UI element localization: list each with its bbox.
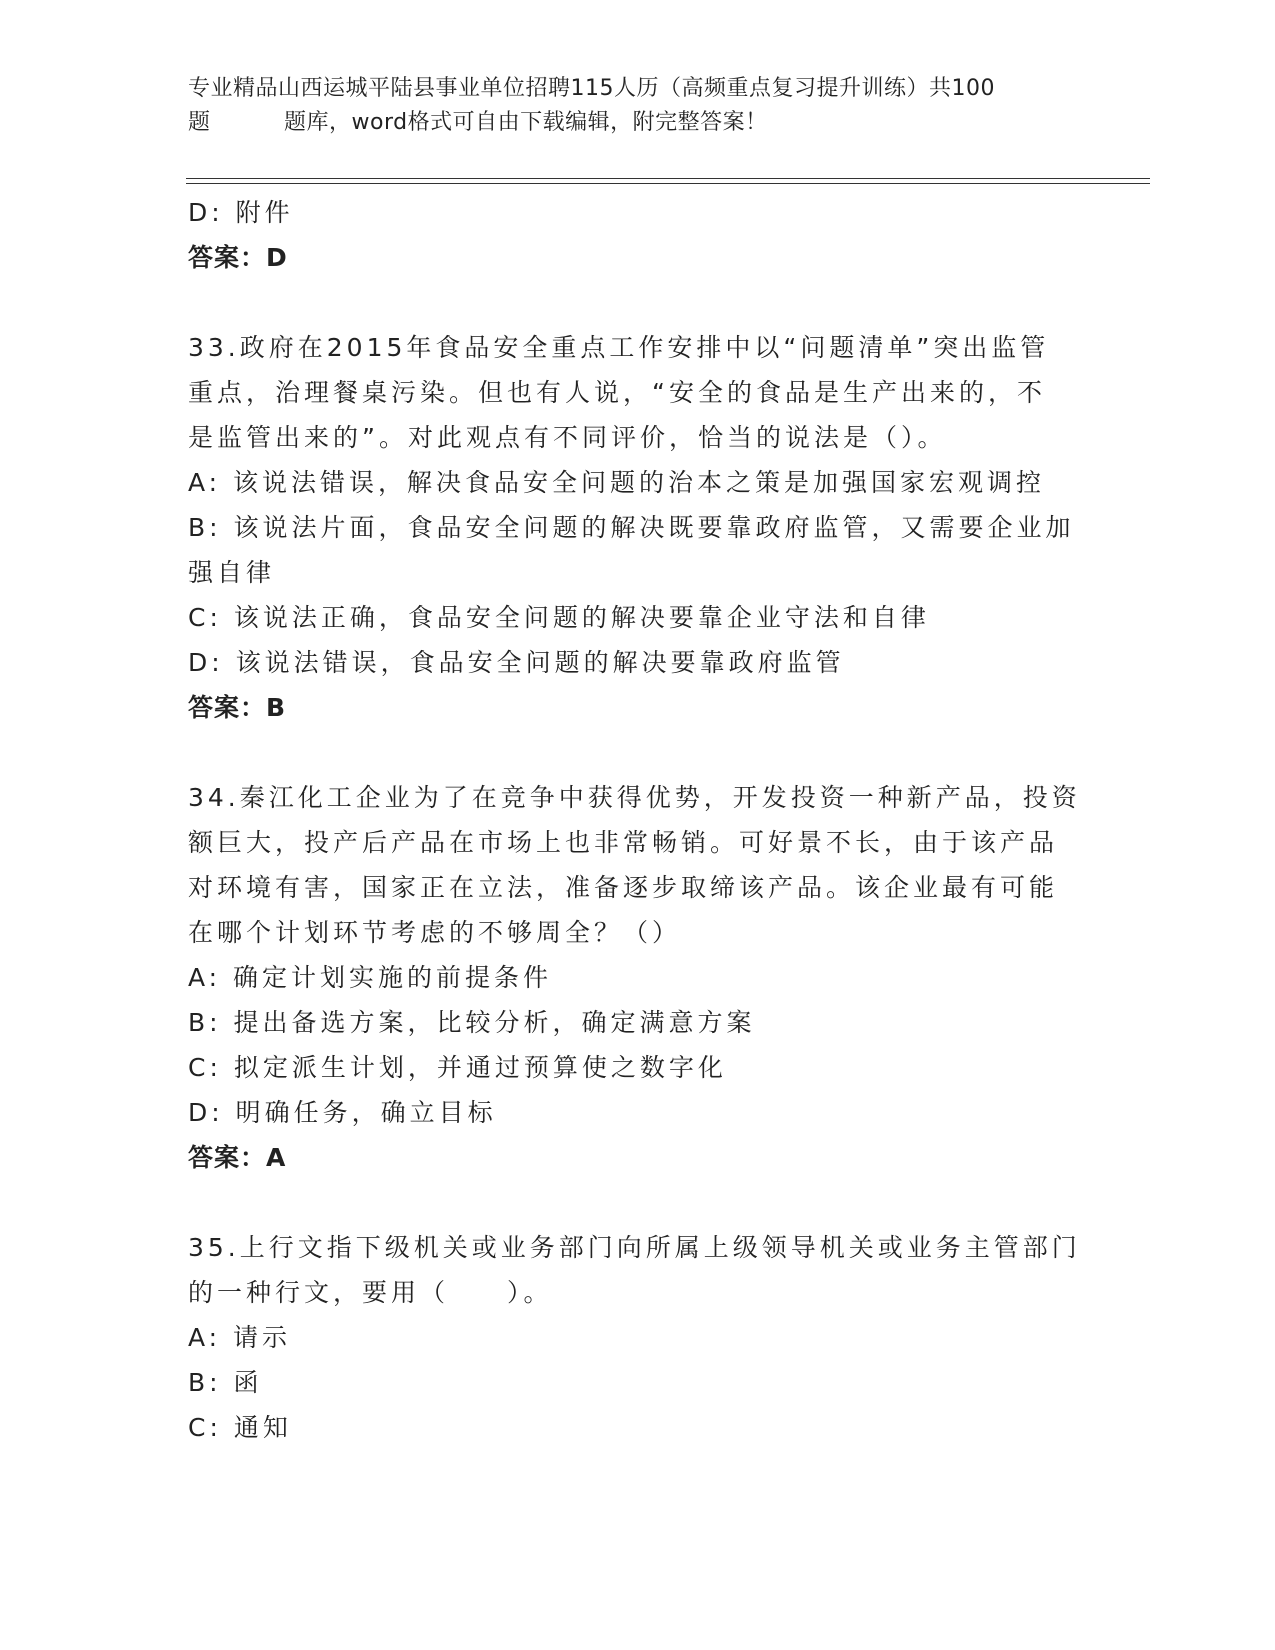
page-header bbox=[188, 72, 1088, 140]
question-35 bbox=[188, 1225, 1088, 1450]
question-33-option-a: A: 该说法错误，解决食品安全问题的治本之策是加强国家宏观调控 bbox=[188, 468, 1046, 497]
header-divider-bottom bbox=[186, 183, 1150, 184]
question-35-text-line-2: 的一种行文，要用（ ）。 bbox=[188, 1278, 553, 1307]
question-34-text-line-4: 在哪个计划环节考虑的不够周全？（） bbox=[188, 918, 682, 947]
question-34-answer: 答案：A bbox=[188, 1143, 287, 1172]
question-33-text-line-1: 33.政府在2015年食品安全重点工作安排中以“问题清单”突出监管 bbox=[188, 333, 1050, 362]
question-33-text-line-2: 重点，治理餐桌污染。但也有人说，“安全的食品是生产出来的，不 bbox=[188, 378, 1046, 407]
question-33-option-c: C: 该说法正确，食品安全问题的解决要靠企业守法和自律 bbox=[188, 603, 930, 632]
spacer bbox=[188, 280, 1088, 325]
question-34-text-line-2: 额巨大，投产后产品在市场上也非常畅销。可好景不长，由于该产品 bbox=[188, 828, 1059, 857]
question-33-text-line-3: 是监管出来的”。对此观点有不同评价，恰当的说法是（）。 bbox=[188, 423, 947, 452]
header-line-1: 专业精品山西运城平陆县事业单位招聘115人历（高频重点复习提升训练）共100 bbox=[188, 76, 995, 101]
question-33-option-b-line-2: 强自律 bbox=[188, 558, 276, 587]
question-34-text-line-3: 对环境有害，国家正在立法，准备逐步取缔该产品。该企业最有可能 bbox=[188, 873, 1059, 902]
header-line-2-lead: 题 bbox=[188, 110, 211, 135]
question-35-option-c: C: 通知 bbox=[188, 1413, 292, 1442]
question-34 bbox=[188, 775, 1088, 1180]
question-33 bbox=[188, 325, 1088, 730]
question-list bbox=[188, 190, 1088, 1450]
question-35-text-line-1: 35.上行文指下级机关或业务部门向所属上级领导机关或业务主管部门 bbox=[188, 1233, 1081, 1262]
question-34-option-a: A: 确定计划实施的前提条件 bbox=[188, 963, 553, 992]
question-34-option-c: C: 拟定派生计划，并通过预算使之数字化 bbox=[188, 1053, 727, 1082]
question-35-option-b: B: 函 bbox=[188, 1368, 263, 1397]
question-35-option-a: A: 请示 bbox=[188, 1323, 292, 1352]
header-divider-top bbox=[186, 178, 1150, 179]
prev-question-answer: 答案：D bbox=[188, 243, 288, 272]
question-33-answer: 答案：B bbox=[188, 693, 287, 722]
header-line-2-text: 题库，word格式可自由下载编辑，附完整答案！ bbox=[284, 110, 768, 135]
header-line-2 bbox=[188, 106, 1088, 140]
spacer bbox=[188, 730, 1088, 775]
question-34-option-d: D: 明确任务，确立目标 bbox=[188, 1098, 497, 1127]
question-33-option-b-line-1: B: 该说法片面，食品安全问题的解决既要靠政府监管，又需要企业加 bbox=[188, 513, 1075, 542]
spacer bbox=[188, 1180, 1088, 1225]
question-34-option-b: B: 提出备选方案，比较分析，确定满意方案 bbox=[188, 1008, 756, 1037]
question-33-option-d: D: 该说法错误，食品安全问题的解决要靠政府监管 bbox=[188, 648, 845, 677]
prev-question-option-d: D: 附件 bbox=[188, 198, 294, 227]
question-34-text-line-1: 34.秦江化工企业为了在竞争中获得优势，开发投资一种新产品，投资 bbox=[188, 783, 1081, 812]
